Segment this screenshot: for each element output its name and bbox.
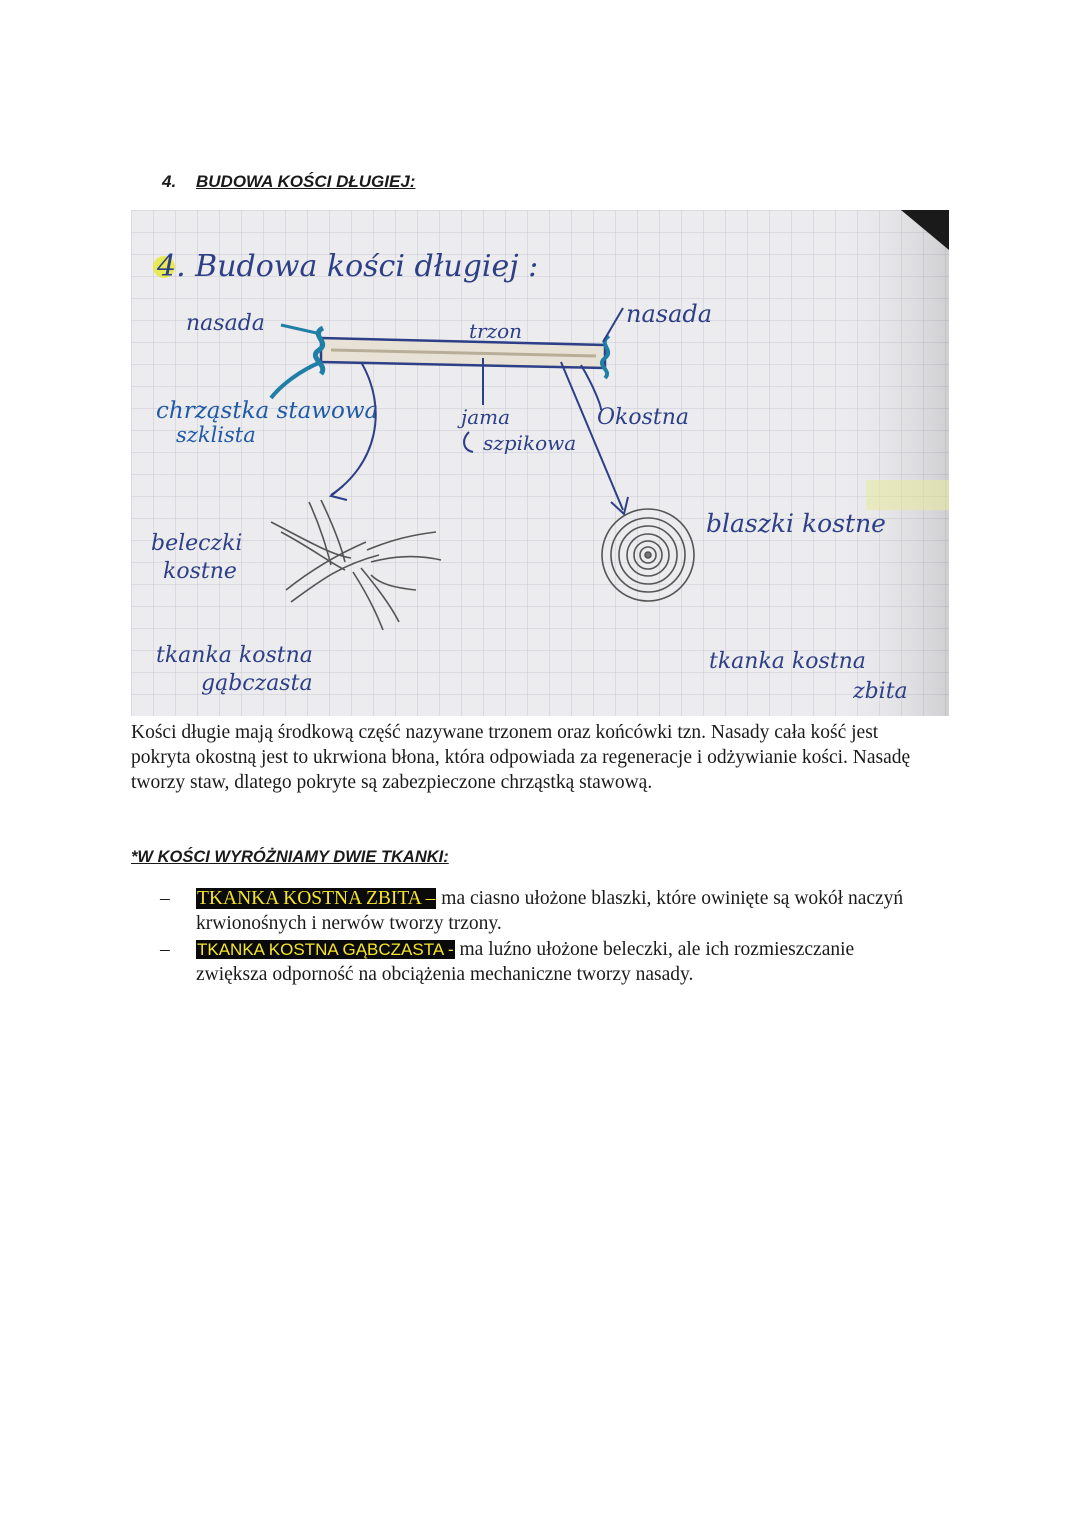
label-szpikowa: szpikowa <box>483 431 577 455</box>
bone-description: Kości długie mają środkową część nazywane trzonem oraz końcówki tzn. Nasady cała kość jest pokryta okostną jest to ukrwiona błona, która odpowiada za regeneracje i odżywianie kości. Nasadę tworzy staw, dlatego pokryte są zabezpieczone chrząstką stawową. <box>131 722 911 793</box>
label-trzon: trzon <box>469 319 523 343</box>
label-gabczasta: gąbczasta <box>201 671 313 696</box>
list-item-compact <box>160 886 920 936</box>
tissues-list <box>160 886 920 988</box>
label-beleczki-kostne: kostne <box>163 559 237 584</box>
label-blaszki: blaszki kostne <box>706 509 886 538</box>
tissues-heading: *W KOŚCI WYRÓŻNIAMY DWIE TKANKI: <box>131 848 449 866</box>
term-spongy-tissue: TKANKA KOSTNA GĄBCZASTA - <box>197 940 454 959</box>
label-zbita: zbita <box>853 679 908 704</box>
description-compact-tissue: ma ciasno ułożone blaszki, które owinięte są wokół naczyń krwionośnych i nerwów tworzy trzony. <box>196 888 904 934</box>
label-tkanka-gabczasta: tkanka kostna <box>156 643 313 668</box>
list-item-spongy <box>160 937 920 987</box>
list-dash: – <box>160 888 170 909</box>
notebook-photo <box>131 210 949 716</box>
section-number: 4. <box>162 172 177 191</box>
photo-heading: 4. Budowa kości długiej : <box>157 249 539 284</box>
label-tkanka-zbita: tkanka kostna <box>709 649 866 674</box>
label-nasada-right: nasada <box>626 300 713 328</box>
bone-diagram <box>131 210 949 716</box>
label-nasada-left: nasada <box>186 311 265 336</box>
highlighter-smudge <box>866 480 949 510</box>
term-compact-tissue: TKANKA KOSTNA ZBITA – <box>197 888 436 909</box>
label-chrzastka: chrząstka stawowa <box>156 398 379 424</box>
label-jama: jama <box>461 405 511 429</box>
section-title: BUDOWA KOŚCI DŁUGIEJ: <box>196 172 416 191</box>
label-okostna: Okostna <box>597 405 690 430</box>
list-dash: – <box>160 939 170 960</box>
label-chrzastka-szklista: szklista <box>176 423 256 447</box>
description-spongy-tissue: ma luźno ułożone beleczki, ale ich rozmieszczanie zwiększa odporność na obciążenia mechaniczne tworzy nasady. <box>196 939 855 985</box>
label-beleczki: beleczki <box>151 531 243 556</box>
section-heading <box>162 172 415 192</box>
